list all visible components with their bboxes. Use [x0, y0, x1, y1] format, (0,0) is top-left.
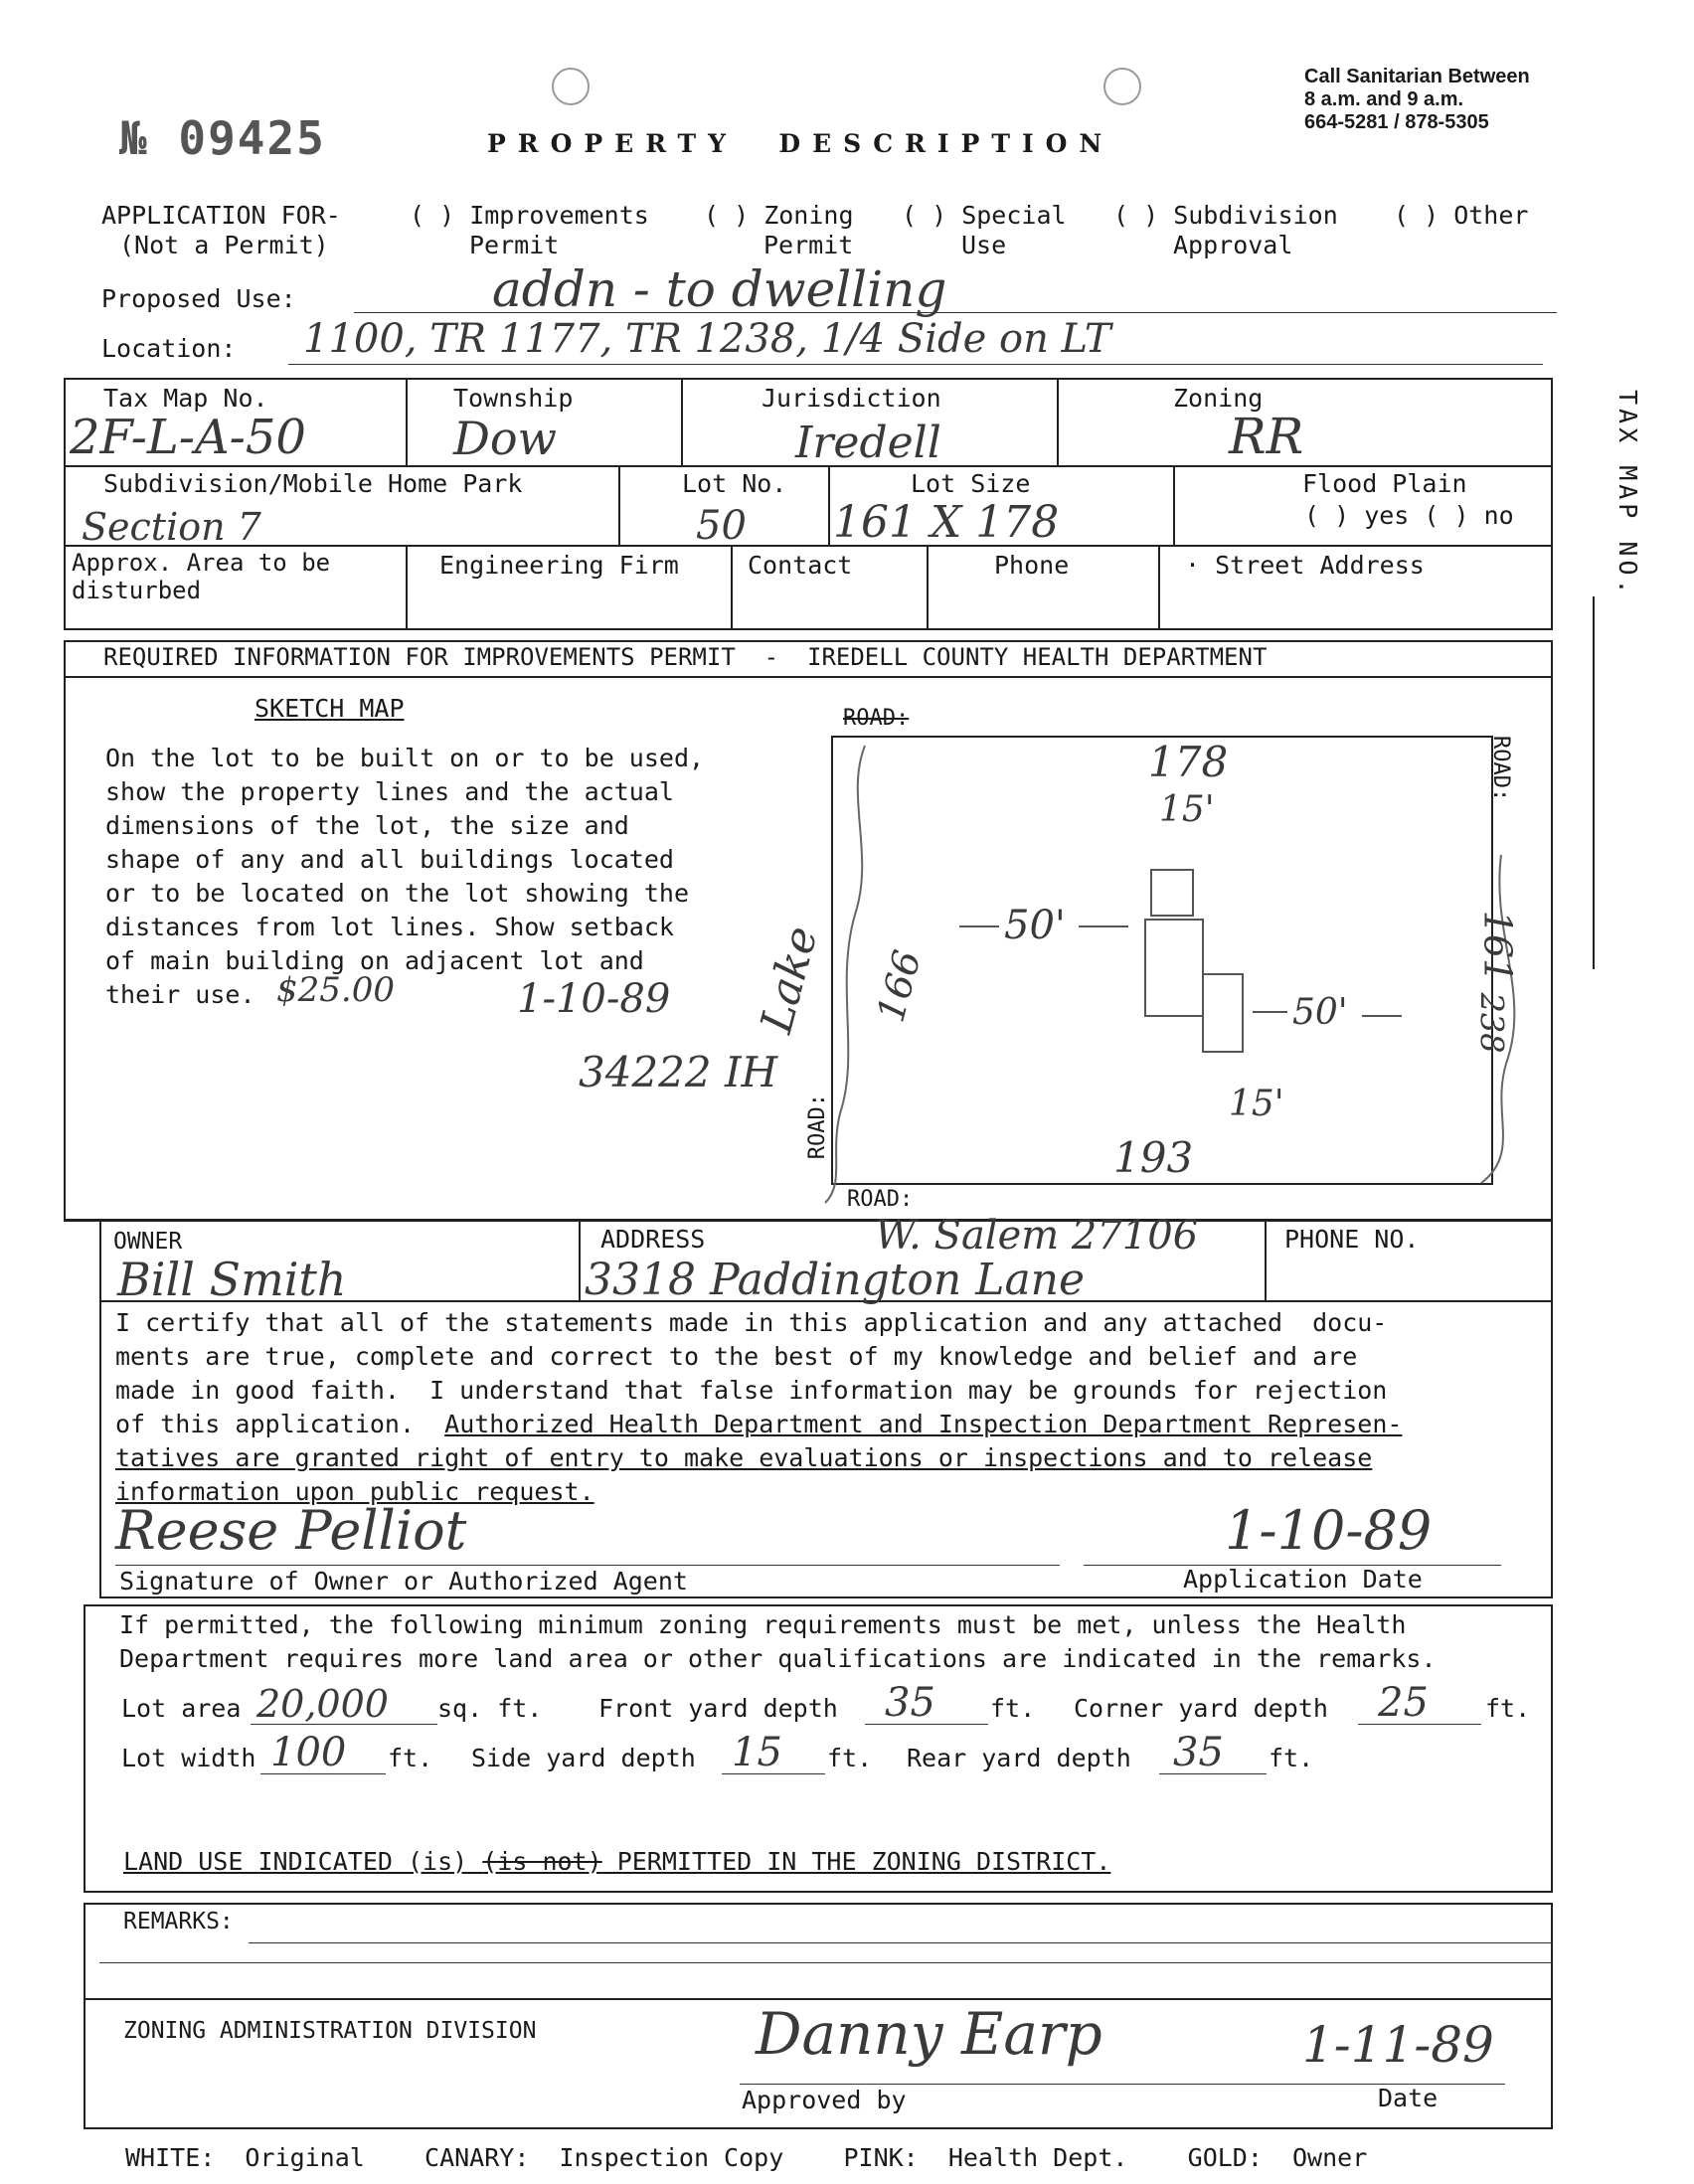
jurisdiction-label: Jurisdiction [762, 384, 941, 413]
approved-by-label: Approved by [742, 2086, 907, 2114]
sketch-left-dimension: 166 [868, 945, 930, 1027]
col-divider [828, 465, 830, 545]
option-label-2: Approval [1173, 231, 1293, 259]
tax-map-side-label: TAX MAP NO. [1613, 390, 1642, 598]
parcel-row-divider-2 [64, 545, 1553, 547]
certify-line4-underlined: Authorized Health Department and Inspection Department Represen- [444, 1410, 1403, 1438]
call-line-3: 664-5281 / 878-5305 [1304, 111, 1489, 133]
corner-yard-ft: ft. [1485, 1694, 1531, 1723]
address-label: ADDRESS [600, 1225, 706, 1254]
form-number: № 09425 [119, 111, 326, 165]
receipt-number: 34222 IH [579, 1048, 778, 1096]
subdivision-label: Subdivision/Mobile Home Park [103, 469, 523, 498]
side-yard-label: Side yard depth [471, 1744, 696, 1772]
address-city[interactable]: W. Salem 27106 [875, 1213, 1199, 1259]
page-title: PROPERTY DESCRIPTION [487, 129, 1114, 158]
front-yard-label: Front yard depth [598, 1694, 838, 1723]
col-divider [681, 378, 683, 465]
location-line [288, 364, 1543, 365]
owner-signature[interactable]: Reese Pelliot [115, 1499, 467, 1562]
certify-line: ments are true, complete and correct to the best of my knowledge and belief and are [115, 1342, 1358, 1371]
punch-hole-left [552, 68, 590, 105]
corner-yard-label: Corner yard depth [1074, 1694, 1328, 1723]
flood-plain-options[interactable]: ( ) yes ( ) no [1304, 501, 1514, 530]
flood-plain-label: Flood Plain [1302, 469, 1467, 498]
approved-date-value[interactable]: 1-11-89 [1302, 2016, 1494, 2074]
building-small [1151, 870, 1193, 916]
lot-size-value[interactable]: 161 X 178 [833, 497, 1060, 548]
zoning-label: Zoning [1173, 384, 1264, 413]
instruction-line: of main building on adjacent lot and [105, 946, 644, 975]
option-zoning[interactable] [704, 201, 854, 260]
land-use-struck: (is not) [482, 1847, 602, 1876]
option-improvements[interactable] [410, 201, 649, 260]
location-value[interactable]: 1100, TR 1177, TR 1238, 1/4 Side on LT [303, 316, 1111, 362]
road-right-label: ROAD: [1488, 736, 1513, 802]
fee-date: 1-10-89 [517, 976, 671, 1022]
sketch-bottom-setback: 15' [1229, 1084, 1284, 1124]
lot-width-label: Lot width [121, 1744, 256, 1772]
area-disturbed-label [72, 549, 330, 604]
front-yard-value[interactable]: 35 [885, 1680, 935, 1726]
approver-signature[interactable]: Danny Earp [756, 2000, 1102, 2068]
col-divider [618, 465, 620, 545]
road-top-label: ROAD: [843, 706, 910, 731]
application-for-label [101, 201, 341, 260]
lot-width-value[interactable]: 100 [270, 1730, 347, 1775]
jurisdiction-value[interactable]: Iredell [795, 418, 941, 468]
punch-hole-right [1103, 68, 1141, 105]
col-divider [927, 545, 929, 630]
option-label: ( ) Improvements [410, 201, 649, 230]
lot-no-label: Lot No. [682, 469, 787, 498]
instruction-line: On the lot to be built on or to be used, [105, 744, 705, 772]
sketch-right-dimension: 161 [1475, 910, 1520, 983]
location-label: Location: [101, 334, 237, 363]
phone-no-label: PHONE NO. [1284, 1225, 1420, 1254]
option-label-2: Use [961, 231, 1007, 259]
col-divider [579, 1219, 581, 1302]
phone-label: Phone [994, 551, 1070, 580]
zoning-intro-line1: If permitted, the following minimum zoning requirements must be met, unless the Health [119, 1610, 1407, 1639]
area-label-line2: disturbed [72, 577, 202, 604]
option-label-2: Permit [763, 231, 854, 259]
sketch-bottom-dimension: 193 [1113, 1133, 1194, 1182]
sketch-top-dimension: 178 [1148, 738, 1229, 786]
option-other[interactable] [1394, 201, 1528, 231]
improvements-heading-divider [64, 676, 1553, 678]
corner-yard-value[interactable]: 25 [1378, 1680, 1429, 1726]
lot-area-unit: sq. ft. [437, 1694, 543, 1723]
certify-line4-plain: of this application. [115, 1410, 445, 1438]
option-label-2: Permit [469, 231, 560, 259]
lot-no-value[interactable]: 50 [696, 503, 747, 549]
rear-yard-ft: ft. [1269, 1744, 1314, 1772]
rear-yard-value[interactable]: 35 [1173, 1730, 1224, 1775]
proposed-use-label: Proposed Use: [101, 284, 296, 313]
certify-text [115, 1306, 1402, 1509]
application-date-value[interactable]: 1-10-89 [1225, 1499, 1433, 1562]
front-yard-ft: ft. [990, 1694, 1036, 1723]
land-use-statement [123, 1847, 1110, 1877]
improvements-heading: REQUIRED INFORMATION FOR IMPROVEMENTS PERMIT - IREDELL COUNTY HEALTH DEPARTMENT [103, 643, 1268, 671]
certify-line: made in good faith. I understand that false information may be grounds for rejection [115, 1376, 1388, 1405]
option-label: ( ) Subdivision [1113, 201, 1338, 230]
option-label: ( ) Special [902, 201, 1067, 230]
application-label-line2: (Not a Permit) [119, 231, 329, 259]
sketch-right-dimension-2: 238 [1472, 992, 1511, 1054]
remarks-line-1 [249, 1942, 1553, 1943]
owner-label: OWNER [113, 1229, 183, 1255]
certify-line: information upon public request. [115, 1477, 594, 1506]
instruction-line: or to be located on the lot showing the [105, 879, 689, 908]
contact-label: Contact [748, 551, 853, 580]
fee-amount: $25.00 [276, 970, 395, 1010]
certify-line: tatives are granted right of entry to make evaluations or inspections and to release [115, 1443, 1373, 1472]
sketch-lake-label: Lake [751, 921, 828, 1039]
address-street[interactable]: 3318 Paddington Lane [585, 1255, 1086, 1305]
sanitarian-call-info [1304, 66, 1530, 134]
instruction-line: dimensions of the lot, the size and [105, 811, 629, 840]
street-address-label: · Street Address [1185, 551, 1425, 580]
instruction-line: show the property lines and the actual [105, 777, 674, 806]
side-yard-value[interactable]: 15 [732, 1730, 782, 1775]
col-divider [1057, 378, 1059, 465]
col-divider [731, 545, 733, 630]
land-use-part-a: LAND USE INDICATED (is) [123, 1847, 483, 1876]
sketch-right-setback: 50' [1292, 992, 1348, 1033]
col-divider [1173, 465, 1175, 545]
owner-value[interactable]: Bill Smith [117, 1253, 347, 1306]
building-addition [1203, 974, 1243, 1052]
tax-map-label: Tax Map No. [103, 384, 268, 413]
lot-width-ft: ft. [388, 1744, 433, 1772]
instruction-line: their use. [105, 980, 255, 1009]
zoning-intro-line2: Department requires more land area or other qualifications are indicated in the remarks. [119, 1644, 1437, 1673]
building-main [1145, 920, 1243, 1052]
road-left-label: ROAD: [805, 1093, 830, 1160]
subdivision-value[interactable]: Section 7 [82, 505, 261, 549]
call-line-2: 8 a.m. and 9 a.m. [1304, 88, 1464, 110]
instruction-line: shape of any and all buildings located [105, 845, 674, 874]
engineering-firm-label: Engineering Firm [439, 551, 679, 580]
lot-area-label: Lot area [121, 1694, 242, 1723]
tax-map-side-line [1593, 596, 1595, 969]
copy-distribution-footer: WHITE: Original CANARY: Inspection Copy PINK: Health Dept. GOLD: Owner [125, 2143, 1368, 2172]
instruction-line: distances from lot lines. Show setback [105, 913, 674, 941]
option-label: ( ) Zoning [704, 201, 854, 230]
application-date-label: Application Date [1183, 1565, 1423, 1594]
application-label-line1: APPLICATION FOR- [101, 201, 341, 230]
proposed-use-value[interactable]: addn - to dwelling [492, 260, 947, 318]
col-divider [406, 378, 408, 465]
remarks-line-2 [99, 1962, 1553, 1963]
area-label-line1: Approx. Area to be [72, 549, 331, 577]
signature-label: Signature of Owner or Authorized Agent [119, 1567, 688, 1596]
lake-shoreline [825, 746, 865, 1203]
option-special-use[interactable] [902, 201, 1067, 260]
col-divider [1265, 1219, 1267, 1302]
sketch-top-setback: 15' [1159, 789, 1215, 830]
certify-line: I certify that all of the statements made in this application and any attached docu- [115, 1308, 1388, 1337]
land-use-part-b: PERMITTED IN THE ZONING DISTRICT. [601, 1847, 1111, 1876]
township-label: Township [453, 384, 574, 413]
certify-line [115, 1408, 1402, 1441]
sketch-left-setback: 50' [1004, 903, 1066, 948]
lot-size-label: Lot Size [911, 469, 1031, 498]
rear-yard-label: Rear yard depth [907, 1744, 1131, 1772]
option-label: ( ) Other [1394, 201, 1529, 230]
remarks-label: REMARKS: [123, 1909, 234, 1934]
col-divider [406, 545, 408, 630]
call-line-1: Call Sanitarian Between [1304, 66, 1530, 87]
signature-line [115, 1565, 1060, 1566]
option-subdivision[interactable] [1113, 201, 1338, 260]
sketch-instructions [105, 742, 704, 1012]
zoning-division-label: ZONING ADMINISTRATION DIVISION [123, 2018, 537, 2044]
sketch-map-title: SKETCH MAP [254, 694, 405, 723]
lot-area-value[interactable]: 20,000 [256, 1682, 389, 1726]
side-yard-ft: ft. [827, 1744, 873, 1772]
zoning-value[interactable]: RR [1229, 408, 1304, 465]
road-bottom-label: ROAD: [847, 1187, 914, 1212]
township-value[interactable]: Dow [453, 412, 557, 465]
tax-map-value[interactable]: 2F-L-A-50 [70, 410, 306, 465]
date-label: Date [1378, 2084, 1439, 2112]
col-divider [1158, 545, 1160, 630]
